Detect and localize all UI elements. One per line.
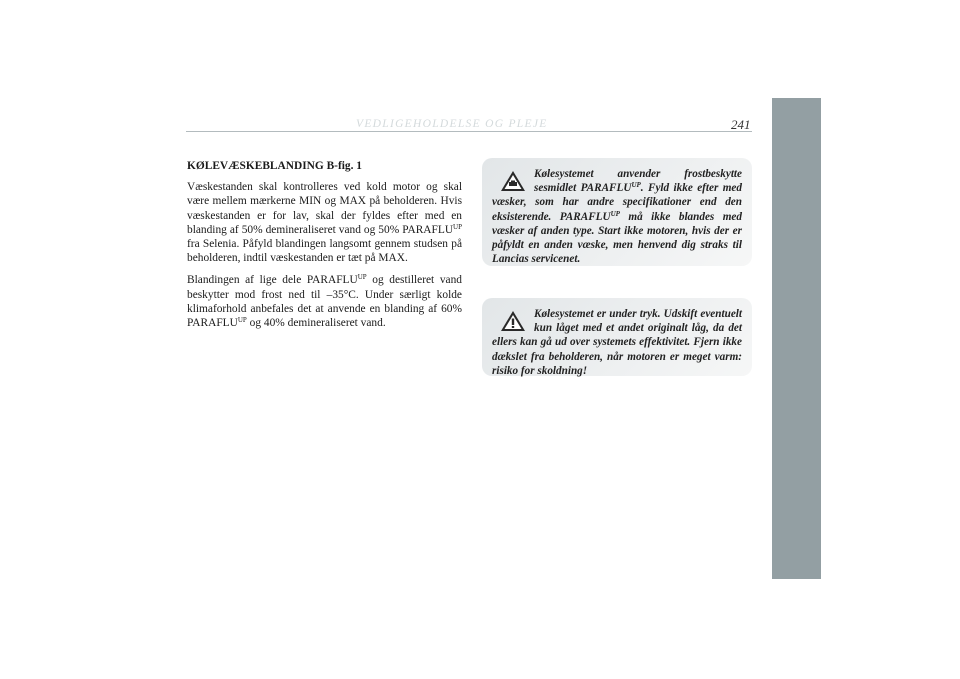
p2-sup-2: UP (237, 316, 247, 325)
p2-text-a: Blandingen af lige dele PARAFLU (187, 274, 358, 287)
warning-box-coolant (482, 158, 752, 266)
chapter-side-tab (772, 98, 821, 579)
page-number: 241 (731, 117, 751, 132)
paragraph-1 (187, 180, 462, 265)
section-heading: KØLEVÆSKEBLANDING B-fig. 1 (187, 160, 362, 172)
p1-text-b: fra Selenia. Påfyld blandingen langsomt gennem studsen på beholderen, indtil væskestanden er tæt på MAX. (187, 238, 462, 265)
paragraph-2 (187, 273, 462, 330)
warning-box-pressure (482, 298, 752, 376)
caution-triangle-icon (500, 310, 526, 332)
warning-1-text-a: Kølesystemet anvender frostbeskytte sesmidlet PARAFLU (534, 168, 742, 195)
p2-sup-1: UP (357, 273, 367, 282)
main-text-column (187, 159, 462, 338)
warning-1-sup-1: UP (631, 181, 641, 190)
warning-2-text: Kølesystemet er under tryk. Udskift eventuelt kun låget med et andet originalt låg, da det ellers kan gå ud over systemets effektivitet. Fjern ikke dækslet fra beholderen, når motoren er meget varm: risiko for skoldning! (492, 308, 742, 377)
warning-1-text-c: må ikke blandes med væsker af anden type. Start ikke motoren, hvis der er påfyldt en anden væske, men henvend dig straks til Lancias servicenet. (492, 210, 742, 266)
header-rule (186, 131, 752, 132)
warning-1-sup-2: UP (610, 209, 620, 218)
p1-text-a: Væskestanden skal kontrolleres ved kold motor og skal være mellem mærkerne MIN og MAX på beholderen. Hvis væskestanden er for lav, skal der fyldes efter med en blanding af 50% demineraliseret vand og 50% PARAFLU (187, 181, 462, 236)
section-title: VEDLIGEHOLDELSE OG PLEJE (356, 118, 548, 130)
p1-sup: UP (453, 222, 462, 231)
warning-1-text-b: . Fyld ikke efter med væsker, som har andre specifikationer end den eksisterende. PARAFLU (492, 182, 742, 223)
engine-warning-icon (500, 170, 526, 192)
p2-text-c: og 40% demineraliseret vand. (246, 317, 386, 330)
p2-text-b: og destilleret vand beskytter mod frost ned til –35°C. Under særligt kolde klimaforhold anbefales det at anvende en blanding af 60% PARAFLU (187, 274, 462, 330)
